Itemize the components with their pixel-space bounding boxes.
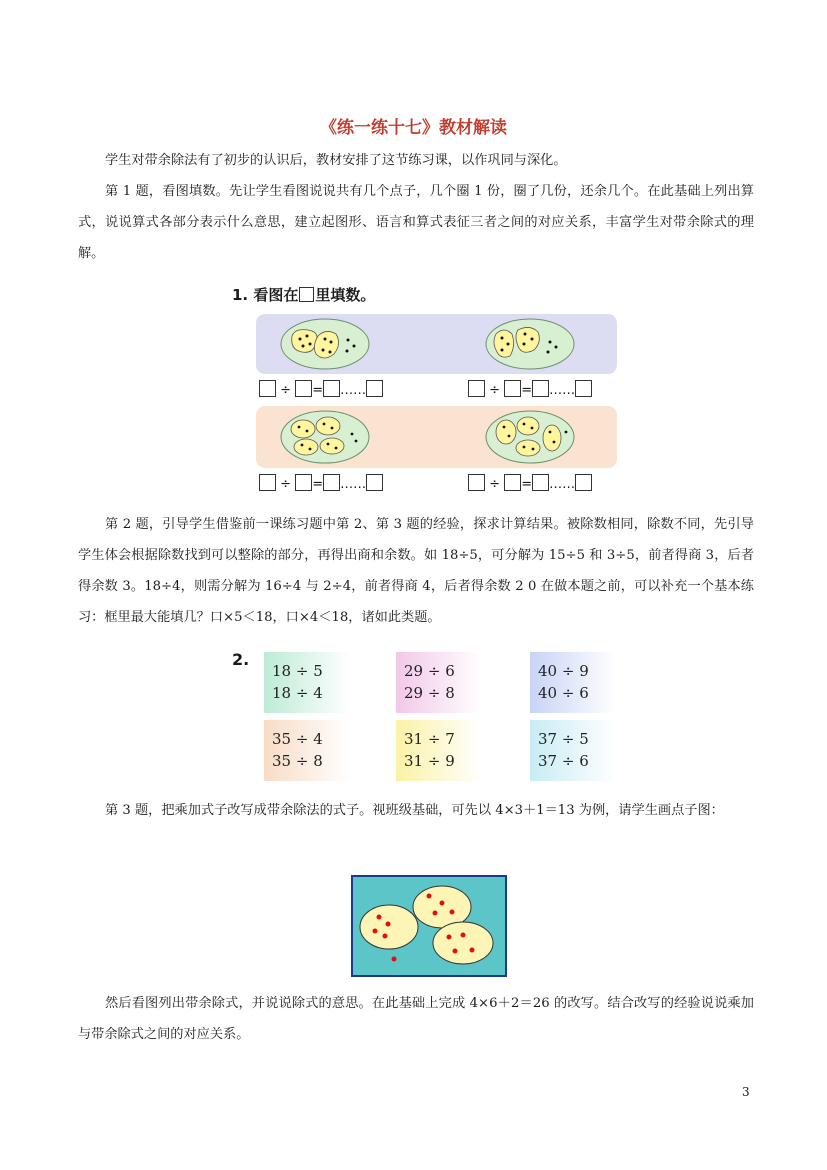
dot-group-top-left (281, 319, 369, 369)
exercise3-figure (351, 875, 507, 977)
equation-row: ÷ = …… (259, 380, 383, 398)
blank-box-icon[interactable] (575, 380, 592, 397)
exercise1-figure (230, 284, 620, 498)
blank-box-icon[interactable] (468, 474, 485, 491)
closing-paragraph: 然后看图列出带余除式，并说说除式的意思。在此基础上完成 4×6＋2＝26 的改写。结合改写的经验说说乘加与带余除式之间的对应关系。 (78, 996, 754, 1042)
blank-box-icon[interactable] (295, 474, 312, 491)
blank-box-icon[interactable] (323, 380, 340, 397)
blank-box-icon[interactable] (259, 474, 276, 491)
division-tile: 29 ÷ 6 29 ÷ 8 (396, 652, 482, 713)
exercise1-paragraph: 第 1 题，看图填数。先让学生看图说说共有几个点子，几个圈 1 份，圈了几份，还余几个。在此基础上列出算式，说说算式各部分表示什么意思，建立起图形、语言和算式表征三者之间的对应关系，丰富学生对带余除式的理解。 (78, 184, 754, 261)
blank-box-icon[interactable] (504, 380, 521, 397)
blank-box-icon[interactable] (323, 474, 340, 491)
equation-row: ÷ = …… (259, 474, 383, 492)
blank-box-icon[interactable] (532, 380, 549, 397)
division-tile: 18 ÷ 5 18 ÷ 4 (264, 652, 350, 713)
page-number: 3 (742, 1085, 750, 1099)
intro-paragraph: 学生对带余除法有了初步的认识后，教材安排了这节练习课，以作巩同与深化。 (105, 153, 567, 168)
blank-box-icon[interactable] (366, 474, 383, 491)
blank-box-icon[interactable] (504, 474, 521, 491)
blank-box-icon[interactable] (532, 474, 549, 491)
page-title: 《练一练十七》教材解读 (320, 118, 507, 138)
equation-row: ÷ = …… (468, 474, 592, 492)
dot-group-bottom-left (281, 411, 369, 463)
exercise3-paragraph: 第 3 题，把乘加式子改写成带余除法的式子。视班级基础，可先以 4×3＋1＝13 为例，请学生画点子图： (105, 803, 724, 818)
exercise2-number: 2. (232, 650, 250, 669)
blank-box-icon[interactable] (295, 380, 312, 397)
blank-box-icon[interactable] (259, 380, 276, 397)
dot-group-bottom-right (486, 411, 574, 463)
division-tile: 35 ÷ 4 35 ÷ 8 (264, 720, 350, 781)
division-tile: 40 ÷ 9 40 ÷ 6 (530, 652, 616, 713)
blank-box-icon[interactable] (468, 380, 485, 397)
exercise2-figure (232, 648, 620, 784)
exercise1-header: 1. 看图在 里填数。 (232, 286, 376, 304)
division-tile: 31 ÷ 7 31 ÷ 9 (396, 720, 482, 781)
blank-box-icon[interactable] (366, 380, 383, 397)
division-tile: 37 ÷ 5 37 ÷ 6 (530, 720, 616, 781)
exercise2-paragraph: 第 2 题，引导学生借鉴前一课练习题中第 2、第 3 题的经验，探求计算结果。被除数相同，除数不同，先引导学生体会根据除数找到可以整除的部分，再得出商和余数。如 18÷5，可分解为 15÷5 和 3÷5，前者得商 3，后者得余数 3。18÷4，则需分解为 16÷4 与 2÷4，前者得商 4，后者得余数 2 0 在做本题之前，可以补充一个基本练习：框里最大能填几？口×5＜18，口×4＜18，诸如此类题。 (78, 517, 754, 625)
blank-box-icon[interactable] (575, 474, 592, 491)
equation-row: ÷ = …… (468, 380, 592, 398)
dot-group-top-right (486, 319, 574, 369)
dot-diagram (351, 875, 507, 977)
